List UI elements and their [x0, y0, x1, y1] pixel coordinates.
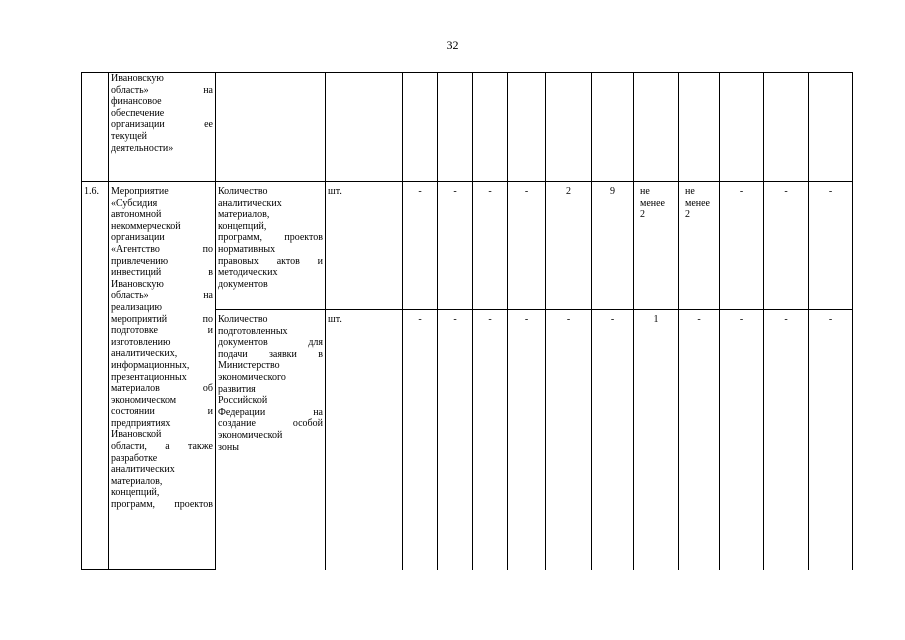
cell-line [111, 464, 213, 476]
cell-event-name [109, 182, 216, 570]
word: финансовое [111, 96, 162, 108]
cell-line [218, 337, 323, 349]
table-row-continuation [82, 73, 853, 182]
cell-value [764, 182, 809, 310]
cell-value [592, 182, 634, 310]
word: информационных, [111, 359, 190, 371]
word: программ, [111, 499, 156, 511]
cell-line [111, 372, 213, 384]
word: некоммерческой [111, 220, 181, 232]
cell-empty [809, 73, 853, 182]
word: привлечению [111, 255, 169, 267]
cell-value [679, 310, 720, 570]
cell-line [111, 186, 213, 198]
cell-line [218, 209, 323, 221]
cell-line [111, 108, 213, 120]
cell-line [111, 325, 213, 337]
word: и [317, 255, 323, 267]
word: зоны [218, 441, 239, 453]
cell-line [218, 407, 323, 419]
cell-line [111, 406, 213, 418]
word: и [207, 406, 213, 418]
cell-number [82, 73, 109, 182]
cell-empty [634, 73, 679, 182]
cell-line [218, 430, 323, 442]
cell-line [111, 476, 213, 488]
word: а [165, 441, 170, 453]
cell-empty [216, 73, 326, 182]
cell-empty [546, 73, 592, 182]
value-text: - [610, 314, 615, 325]
value-text: - [828, 314, 833, 325]
word: на [203, 84, 213, 96]
word: материалов, [111, 475, 163, 487]
cell-line [111, 302, 213, 314]
word: текущей [111, 130, 148, 142]
word: правовых [218, 255, 259, 267]
unit-label: шт. [328, 314, 342, 325]
cell-line [218, 442, 323, 454]
word: экономического [218, 371, 286, 383]
word: материалов, [218, 209, 270, 221]
cell-value [403, 182, 438, 310]
cell-empty [720, 73, 764, 182]
word: подготовке [111, 325, 158, 337]
word: и [207, 325, 213, 337]
cell-line [218, 395, 323, 407]
word: область» [111, 84, 149, 96]
word: «Агентство [111, 243, 160, 255]
word: документов [218, 278, 268, 290]
cell-line [111, 256, 213, 268]
word: по [202, 243, 213, 255]
word: подготовленных [218, 325, 288, 337]
word: Ивановскую [111, 278, 164, 290]
cell-value [508, 310, 546, 570]
word: особой [292, 418, 323, 430]
cell-value [720, 310, 764, 570]
cell-value [438, 182, 473, 310]
cell-line [111, 279, 213, 291]
cell-line [218, 244, 323, 256]
cell-line [111, 290, 213, 302]
value-text: - [453, 314, 457, 325]
cell-line [218, 372, 323, 384]
cell-line [111, 96, 213, 108]
cell-line [218, 326, 323, 338]
value-text: 1 [653, 314, 659, 325]
word: организации [111, 119, 165, 131]
word: инвестиций [111, 267, 162, 279]
word: организации [111, 232, 165, 244]
word: ее [204, 119, 213, 131]
word: деятельности» [111, 142, 174, 154]
cell-empty [508, 73, 546, 182]
value-text: - [453, 186, 457, 197]
cell-line [111, 395, 213, 407]
word: проектов [284, 232, 323, 244]
value-text: - [488, 314, 492, 325]
word: на [203, 290, 213, 302]
word: программ, [218, 232, 263, 244]
cell-line [218, 232, 323, 244]
value-text: - [739, 314, 744, 325]
word: Ивановскую [111, 73, 164, 84]
cell-value [720, 182, 764, 310]
word: аналитических, [111, 348, 178, 360]
cell-value [592, 310, 634, 570]
value-text: не менее 2 [685, 186, 710, 221]
cell-value [508, 182, 546, 310]
word: для [308, 337, 323, 349]
cell-value [546, 310, 592, 570]
value-text: - [488, 186, 492, 197]
word: мероприятий [111, 313, 168, 325]
word: материалов [111, 383, 160, 395]
value-text: - [697, 314, 701, 325]
word: документов [218, 337, 268, 349]
cell-line [218, 360, 323, 372]
cell-line [218, 256, 323, 268]
word: в [318, 348, 323, 360]
value-text: - [524, 186, 529, 197]
indicators-table [81, 72, 853, 570]
cell-line [111, 453, 213, 465]
cell-value [679, 182, 720, 310]
value-text: - [828, 186, 833, 197]
cell-line [218, 314, 323, 326]
cell-unit [326, 310, 403, 570]
cell-value [809, 182, 853, 310]
word: Федерации [218, 406, 266, 418]
word: презентационных [111, 371, 187, 383]
cell-line [111, 337, 213, 349]
cell-line [111, 85, 213, 97]
unit-label: шт. [328, 186, 342, 197]
word: разработке [111, 452, 158, 464]
row-number: 1.6. [84, 186, 99, 197]
word: Мероприятие [111, 186, 169, 197]
word: аналитических [111, 464, 175, 476]
word: состоянии [111, 406, 155, 418]
cell-value [438, 310, 473, 570]
word: создание [218, 418, 256, 430]
cell-empty [592, 73, 634, 182]
word: изготовлению [111, 336, 171, 348]
cell-line [111, 131, 213, 143]
cell-value [634, 182, 679, 310]
word: по [202, 313, 213, 325]
cell-line [111, 441, 213, 453]
word: предприятиях [111, 417, 171, 429]
word: заявки [268, 348, 297, 360]
cell-line [218, 418, 323, 430]
word: нормативных [218, 243, 276, 255]
word: области, [111, 441, 147, 453]
value-text: - [739, 186, 744, 197]
cell-line [111, 418, 213, 430]
word: обеспечение [111, 107, 165, 119]
word: Количество [218, 314, 268, 325]
word: Ивановской [111, 429, 162, 441]
cell-line [111, 499, 213, 511]
cell-line [111, 143, 213, 155]
word: об [202, 383, 213, 395]
cell-line [111, 221, 213, 233]
cell-empty [403, 73, 438, 182]
word: реализацию [111, 301, 162, 313]
word: актов [276, 255, 300, 267]
word: развития [218, 383, 256, 395]
value-text: - [418, 186, 422, 197]
cell-value [473, 182, 508, 310]
cell-indicator-name [216, 182, 326, 310]
table-row-indicator [82, 182, 853, 310]
cell-indicator-name [216, 310, 326, 570]
value-text: - [566, 314, 571, 325]
cell-line [218, 349, 323, 361]
word: методических [218, 267, 278, 279]
cell-value [809, 310, 853, 570]
cell-empty [679, 73, 720, 182]
cell-empty [438, 73, 473, 182]
word: Министерство [218, 360, 280, 372]
cell-empty [473, 73, 508, 182]
cell-line [111, 232, 213, 244]
cell-line [218, 267, 323, 279]
cell-line [111, 314, 213, 326]
cell-value [473, 310, 508, 570]
cell-value [403, 310, 438, 570]
value-text: - [784, 186, 788, 197]
value-text: 9 [610, 186, 615, 197]
cell-line [111, 244, 213, 256]
value-text: - [784, 314, 788, 325]
word: концепций, [218, 220, 267, 232]
cell-line [111, 360, 213, 372]
value-text: - [418, 314, 422, 325]
value-text: - [524, 314, 529, 325]
word: на [313, 406, 323, 418]
cell-name [109, 73, 216, 182]
cell-line [218, 198, 323, 210]
word: концепций, [111, 487, 160, 499]
cell-line [111, 267, 213, 279]
cell-empty [764, 73, 809, 182]
cell-line [111, 487, 213, 499]
value-text: 2 [566, 186, 571, 197]
cell-empty [326, 73, 403, 182]
word: Количество [218, 186, 268, 197]
cell-line [218, 221, 323, 233]
word: также [187, 441, 213, 453]
cell-line [111, 119, 213, 131]
word: «Субсидия [111, 197, 158, 209]
cell-value [634, 310, 679, 570]
cell-line [218, 279, 323, 291]
word: в [208, 267, 213, 279]
cell-line [111, 383, 213, 395]
cell-line [111, 348, 213, 360]
word: экономической [218, 429, 283, 441]
cell-line [111, 73, 213, 85]
cell-line [218, 186, 323, 198]
cell-line [111, 209, 213, 221]
word: экономическом [111, 394, 177, 406]
word: Российской [218, 395, 268, 407]
word: подачи [218, 348, 248, 360]
word: область» [111, 290, 149, 302]
word: автономной [111, 209, 162, 221]
cell-line [111, 198, 213, 210]
value-text: не менее 2 [640, 186, 665, 221]
cell-number [82, 182, 109, 570]
word: проектов [174, 499, 213, 511]
cell-value [764, 310, 809, 570]
page-number: 32 [446, 38, 459, 52]
cell-line [111, 429, 213, 441]
word: аналитических [218, 197, 282, 209]
cell-value [546, 182, 592, 310]
cell-unit [326, 182, 403, 310]
cell-line [218, 384, 323, 396]
